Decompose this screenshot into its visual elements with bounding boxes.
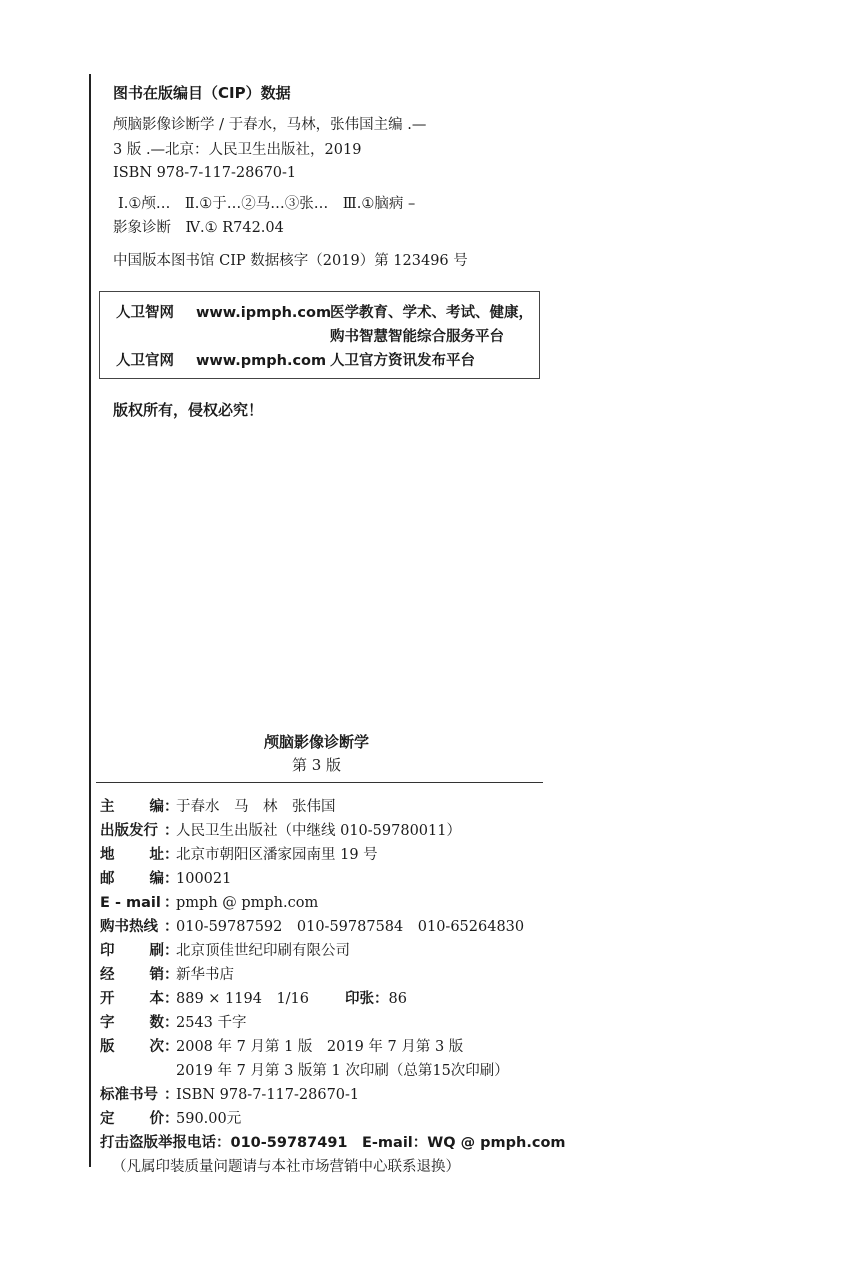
return-note: （凡属印装质量问题请与本社市场营销中心联系退换） xyxy=(112,1159,460,1175)
zhi-url: www.ipmph.com xyxy=(196,305,332,321)
book-edition: 第 3 版 xyxy=(291,756,342,774)
zhi-label: 人卫智网 xyxy=(116,305,174,321)
row-editor: 主 编 ：于春水 马 林 张伟国 xyxy=(100,799,336,815)
sheets-label: 印张 xyxy=(345,991,375,1007)
cip-classification-2: 影象诊断 Ⅳ.① R742.04 xyxy=(113,220,284,236)
zhi-desc-2: 购书智慧智能综合服务平台 xyxy=(330,329,504,345)
isbn-value: ISBN 978-7-117-28670-1 xyxy=(176,1087,360,1103)
hotline-value: 010-59787592 010-59787584 010-65264830 xyxy=(176,919,525,935)
cip-title: 图书在版编目（CIP）数据 xyxy=(113,84,291,102)
email-value: pmph @ pmph.com xyxy=(176,895,319,911)
edition-value-1: 2008 年 7 月第 1 版 2019 年 7 月第 3 版 xyxy=(176,1039,464,1055)
printer-value: 北京顶佳世纪印刷有限公司 xyxy=(176,943,350,959)
row-edition: 版 次 ：2008 年 7 月第 1 版 2019 年 7 月第 3 版 xyxy=(100,1039,464,1055)
postcode-value: 100021 xyxy=(176,871,232,887)
address-value: 北京市朝阳区潘家园南里 19 号 xyxy=(176,847,378,863)
website-box xyxy=(99,291,540,379)
cip-line-2: 3 版 .—北京：人民卫生出版社，2019 xyxy=(113,142,362,158)
price-value: 590.00元 xyxy=(176,1111,242,1127)
row-postcode: 邮 编 ：100021 xyxy=(100,871,232,887)
row-hotline: 购书热线 ：010-59787592 010-59787584 010-65264830 xyxy=(100,919,525,935)
edition-value-2: 2019 年 7 月第 3 版第 1 次印刷（总第15次印刷） xyxy=(176,1063,509,1079)
guan-label: 人卫官网 xyxy=(116,353,174,369)
row-words: 字 数 ：2543 千字 xyxy=(100,1015,247,1031)
cip-classification-1: Ⅰ.①颅… Ⅱ.①于…②马…③张… Ⅲ.①脑病 – xyxy=(118,196,416,212)
margin-rule xyxy=(89,74,91,1167)
words-value: 2543 千字 xyxy=(176,1015,247,1031)
row-email: E - mail ：pmph @ pmph.com xyxy=(100,895,319,911)
piracy-hotline: 打击盗版举报电话：010-59787491 E-mail：WQ @ pmph.com xyxy=(100,1135,566,1151)
row-price: 定 价 ：590.00元 xyxy=(100,1111,242,1127)
divider xyxy=(96,782,543,783)
copyright-notice: 版权所有，侵权必究！ xyxy=(113,401,264,419)
cip-isbn: ISBN 978-7-117-28670-1 xyxy=(113,165,297,181)
row-distributor: 经 销 ：新华书店 xyxy=(100,967,234,983)
row-publisher: 出版发行 ：人民卫生出版社（中继线 010-59780011） xyxy=(100,823,461,839)
sheets-value: 86 xyxy=(388,991,407,1007)
guan-desc: 人卫官方资讯发布平台 xyxy=(330,353,475,369)
cip-verify-number: 中国版本图书馆 CIP 数据核字（2019）第 123496 号 xyxy=(113,253,468,269)
cip-line-1: 颅脑影像诊断学 / 于春水，马林，张伟国主编 .— xyxy=(113,117,427,133)
row-printer: 印 刷 ：北京顶佳世纪印刷有限公司 xyxy=(100,943,350,959)
row-address: 地 址 ：北京市朝阳区潘家园南里 19 号 xyxy=(100,847,378,863)
book-title: 颅脑影像诊断学 xyxy=(263,733,369,751)
guan-url: www.pmph.com xyxy=(196,353,327,369)
zhi-desc-1: 医学教育、学术、考试、健康， xyxy=(330,305,533,321)
publisher-value: 人民卫生出版社（中继线 010-59780011） xyxy=(176,823,461,839)
format-value: 889 × 1194 1/16 xyxy=(176,991,310,1007)
row-format: 开 本 ：889 × 1194 1/16 印张：86 xyxy=(100,991,407,1007)
row-isbn: 标准书号 ：ISBN 978-7-117-28670-1 xyxy=(100,1087,360,1103)
distributor-value: 新华书店 xyxy=(176,967,234,983)
editor-value: 于春水 马 林 张伟国 xyxy=(176,799,336,815)
